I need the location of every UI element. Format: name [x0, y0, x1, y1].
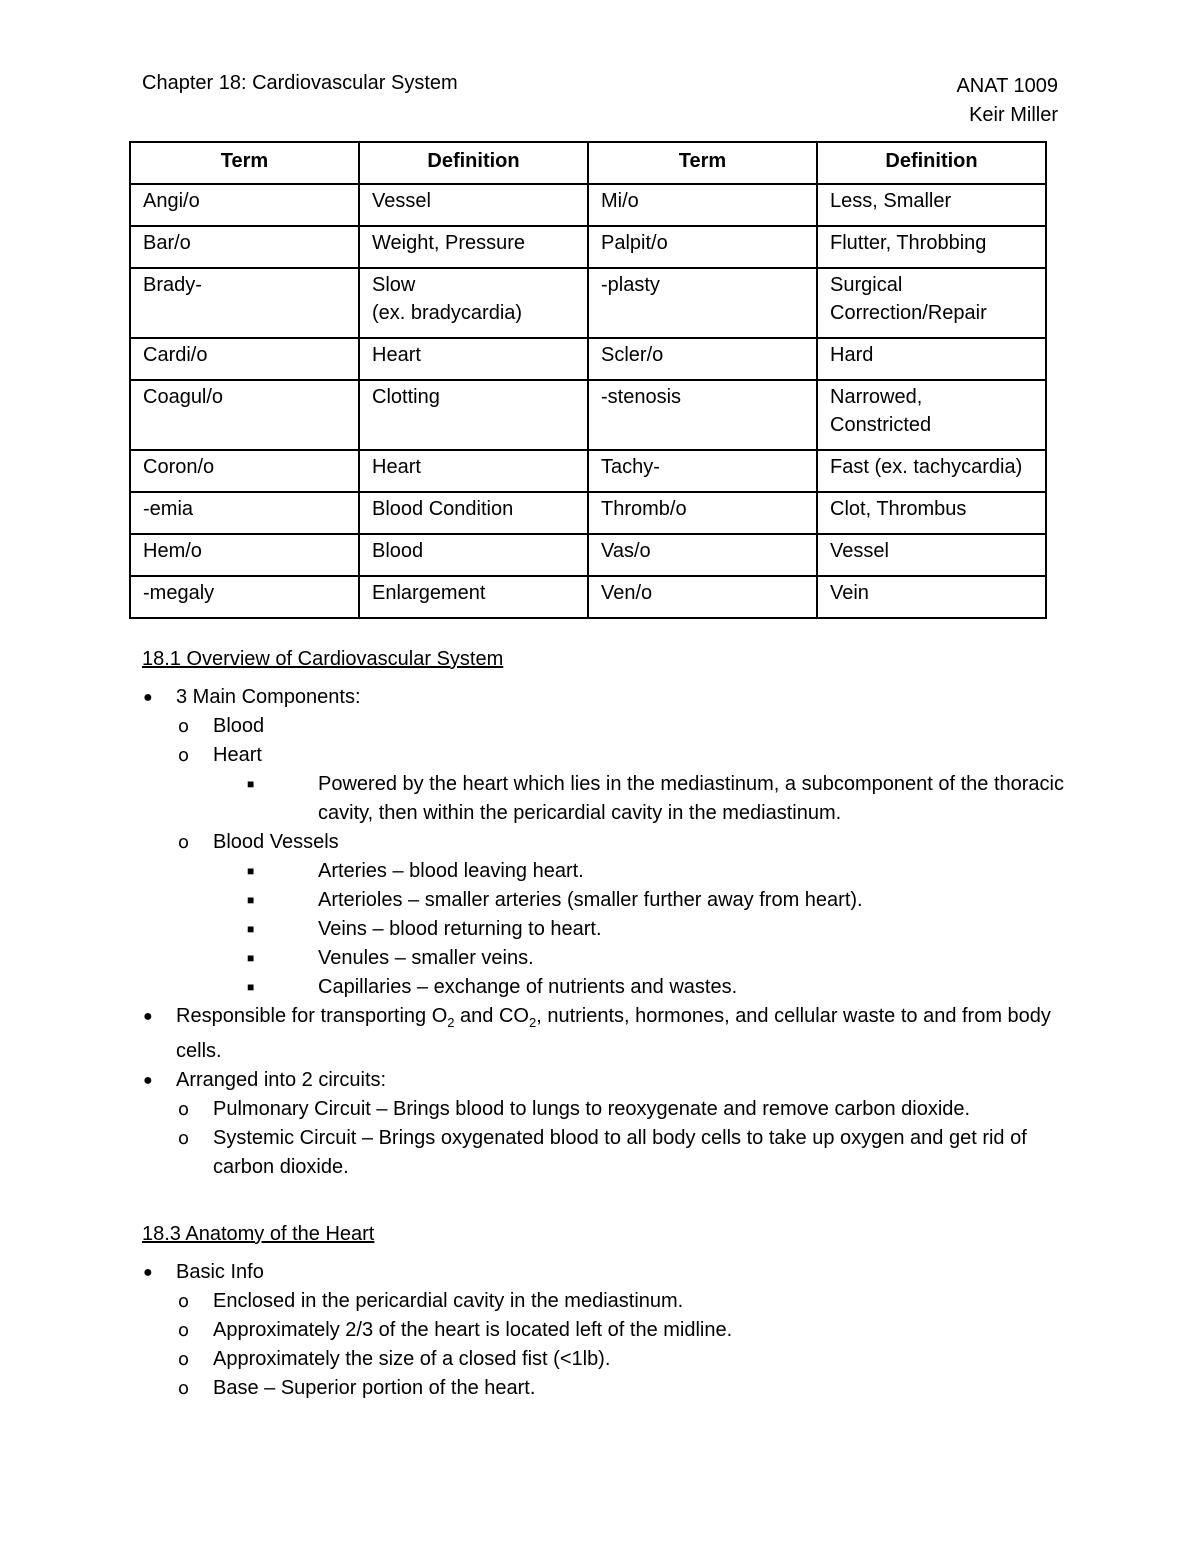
- list-item: [142, 1258, 1072, 1403]
- list-item-text: Blood: [213, 715, 265, 737]
- list-item-text: Approximately the size of a closed fist (<1lb).: [213, 1348, 611, 1370]
- list-item: [142, 1287, 1072, 1316]
- table-header-row: [130, 142, 1046, 184]
- subscript: 2: [447, 1015, 455, 1030]
- author-name: Keir Miller: [969, 104, 1058, 126]
- table-row: [130, 338, 1046, 380]
- table-cell: Brady-: [130, 268, 359, 338]
- table-row: [130, 226, 1046, 268]
- table-cell: [817, 380, 1046, 450]
- table-row: [130, 576, 1046, 618]
- list-item-text: Enclosed in the pericardial cavity in the mediastinum.: [213, 1290, 684, 1312]
- list-item-text: Arranged into 2 circuits:: [176, 1069, 387, 1091]
- table-cell: Blood Condition: [359, 492, 588, 534]
- list-item-text: Basic Info: [176, 1261, 264, 1283]
- list-item-text: Base – Superior portion of the heart.: [213, 1377, 536, 1399]
- col-header-definition-2: Definition: [817, 142, 1046, 184]
- cell-line: Correction/Repair: [830, 302, 987, 324]
- list-item-text: Heart: [213, 744, 262, 766]
- list-item: [142, 683, 1072, 1002]
- list-item: [142, 1374, 1072, 1403]
- list-item: [142, 712, 1072, 741]
- list-item-text: [176, 1005, 1051, 1062]
- table-cell: Mi/o: [588, 184, 817, 226]
- cell-line: Slow: [372, 274, 416, 296]
- table-cell: Weight, Pressure: [359, 226, 588, 268]
- bullet-list: [142, 1258, 1072, 1403]
- table-row: [130, 268, 1046, 338]
- table-cell: Angi/o: [130, 184, 359, 226]
- col-header-definition-1: Definition: [359, 142, 588, 184]
- cell-line: Constricted: [830, 414, 932, 436]
- list-item: [142, 886, 1072, 915]
- list-item: [142, 915, 1072, 944]
- course-code: ANAT 1009: [956, 75, 1058, 97]
- subscript: 2: [528, 1015, 537, 1030]
- list-item: [142, 973, 1072, 1002]
- bullet-dot-icon: ●: [143, 689, 153, 706]
- table-cell: Vessel: [817, 534, 1046, 576]
- bullet-list: [142, 683, 1072, 1182]
- bullet-circle-icon: o: [178, 1291, 190, 1312]
- bullet-square-icon: ■: [247, 893, 255, 907]
- bullet-square-icon: ■: [247, 922, 255, 936]
- table-cell: -stenosis: [588, 380, 817, 450]
- table-row: [130, 184, 1046, 226]
- table-row: [130, 534, 1046, 576]
- table-cell: Heart: [359, 450, 588, 492]
- sub-sub-list: [213, 857, 1072, 1002]
- table-cell: Flutter, Throbbing: [817, 226, 1046, 268]
- bullet-square-icon: ■: [247, 864, 255, 878]
- list-item-text: Approximately 2/3 of the heart is located left of the midline.: [213, 1319, 733, 1341]
- list-item-text: Powered by the heart which lies in the mediastinum, a subcomponent of the thoracic cavity, then within the pericardial cavity in the mediastinum.: [318, 773, 1064, 824]
- list-item: [142, 1316, 1072, 1345]
- header-right: [956, 72, 1058, 130]
- list-item: [142, 741, 1072, 828]
- bullet-square-icon: ■: [247, 951, 255, 965]
- bullet-square-icon: ■: [247, 980, 255, 994]
- list-item-text: 3 Main Components:: [176, 686, 361, 708]
- list-item: [142, 1095, 1072, 1124]
- cell-line: (ex. bradycardia): [372, 302, 523, 324]
- list-item-text: Arterioles – smaller arteries (smaller further away from heart).: [318, 889, 863, 911]
- col-header-term-2: Term: [588, 142, 817, 184]
- list-item-text: Capillaries – exchange of nutrients and wastes.: [318, 976, 738, 998]
- table-cell: Less, Smaller: [817, 184, 1046, 226]
- bullet-circle-icon: o: [178, 745, 190, 766]
- list-item-text: Blood Vessels: [213, 831, 339, 853]
- cell-line: Surgical: [830, 274, 903, 296]
- bullet-square-icon: ■: [247, 777, 255, 791]
- table-cell: Clot, Thrombus: [817, 492, 1046, 534]
- section-anatomy: [142, 1220, 1072, 1403]
- list-item: [142, 857, 1072, 886]
- table-cell: -emia: [130, 492, 359, 534]
- table-cell: Blood: [359, 534, 588, 576]
- sub-sub-list: [213, 770, 1072, 828]
- list-item-text: Venules – smaller veins.: [318, 947, 534, 969]
- table-row: [130, 380, 1046, 450]
- table-cell: Vein: [817, 576, 1046, 618]
- table-cell: Cardi/o: [130, 338, 359, 380]
- col-header-term-1: Term: [130, 142, 359, 184]
- bullet-circle-icon: o: [178, 1378, 190, 1399]
- section-overview: [142, 645, 1072, 1182]
- list-item: [142, 1066, 1072, 1182]
- list-item: [142, 1124, 1072, 1182]
- list-item: [142, 828, 1072, 1002]
- terms-table: [129, 141, 1047, 619]
- table-cell: Thromb/o: [588, 492, 817, 534]
- table-cell: Scler/o: [588, 338, 817, 380]
- list-item-text: Systemic Circuit – Brings oxygenated blood to all body cells to take up oxygen and get rid of carbon dioxide.: [213, 1127, 1027, 1178]
- table-cell: Enlargement: [359, 576, 588, 618]
- section-title: 18.3 Anatomy of the Heart: [142, 1223, 375, 1245]
- table-cell: [359, 268, 588, 338]
- chapter-title: Chapter 18: Cardiovascular System: [142, 72, 458, 94]
- text-fragment: Responsible for transporting O: [176, 1005, 448, 1027]
- table-cell: Hard: [817, 338, 1046, 380]
- list-item-text: Pulmonary Circuit – Brings blood to lungs to reoxygenate and remove carbon dioxide.: [213, 1098, 971, 1120]
- table-cell: Clotting: [359, 380, 588, 450]
- table-row: [130, 450, 1046, 492]
- list-item: [142, 944, 1072, 973]
- bullet-circle-icon: o: [178, 1349, 190, 1370]
- table-cell: Vessel: [359, 184, 588, 226]
- table-cell: Ven/o: [588, 576, 817, 618]
- table-cell: Vas/o: [588, 534, 817, 576]
- table-cell: Bar/o: [130, 226, 359, 268]
- list-item-text: Arteries – blood leaving heart.: [318, 860, 584, 882]
- bullet-circle-icon: o: [178, 1099, 190, 1120]
- bullet-circle-icon: o: [178, 832, 190, 853]
- bullet-dot-icon: ●: [143, 1264, 153, 1281]
- table-cell: Heart: [359, 338, 588, 380]
- sub-list: [176, 1287, 1072, 1403]
- table-cell: Coagul/o: [130, 380, 359, 450]
- table-cell: Hem/o: [130, 534, 359, 576]
- table-row: [130, 492, 1046, 534]
- table-cell: -megaly: [130, 576, 359, 618]
- table-cell: -plasty: [588, 268, 817, 338]
- table-cell: Fast (ex. tachycardia): [817, 450, 1046, 492]
- bullet-dot-icon: ●: [143, 1008, 153, 1025]
- text-fragment: and CO: [454, 1005, 529, 1027]
- table-cell: Tachy-: [588, 450, 817, 492]
- list-item: [142, 1002, 1072, 1066]
- table-cell: Coron/o: [130, 450, 359, 492]
- cell-line: Narrowed,: [830, 386, 923, 408]
- bullet-dot-icon: ●: [143, 1072, 153, 1089]
- section-title: 18.1 Overview of Cardiovascular System: [142, 648, 504, 670]
- text-fragment: , nutrients, hormones, and cellular waste to and from body cells.: [176, 1005, 1051, 1062]
- list-item: [142, 770, 1072, 828]
- sub-list: [176, 712, 1072, 1002]
- bullet-circle-icon: o: [178, 1320, 190, 1341]
- table-cell: Palpit/o: [588, 226, 817, 268]
- bullet-circle-icon: o: [178, 1128, 190, 1149]
- bullet-circle-icon: o: [178, 716, 190, 737]
- sub-list: [176, 1095, 1072, 1182]
- table-cell: [817, 268, 1046, 338]
- list-item-text: Veins – blood returning to heart.: [318, 918, 602, 940]
- list-item: [142, 1345, 1072, 1374]
